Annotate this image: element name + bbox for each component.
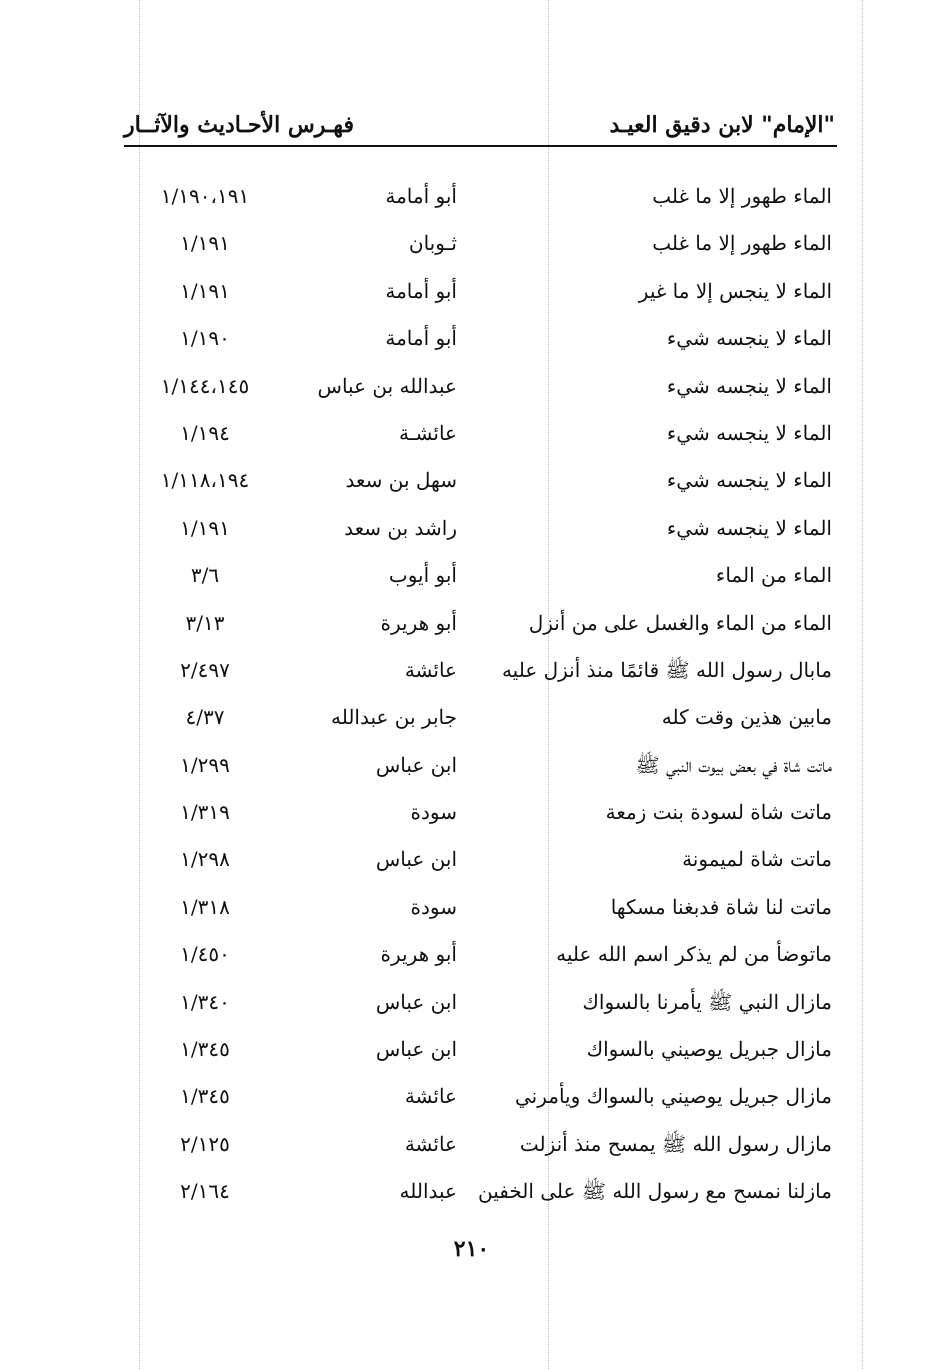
hadith-text: الماء لا ينجسه شيء [666, 326, 832, 351]
hadith-text: مابين هذين وقت كله [661, 705, 832, 730]
reference: ٢/٤٩٧ [180, 657, 230, 682]
hadith-text: ماتوضأ من لم يذكر اسم الله عليه [556, 942, 832, 967]
reference: ٢/١٦٤ [180, 1179, 230, 1204]
narrator: أبو أمامة [385, 278, 457, 303]
index-entry [0, 743, 943, 790]
narrator: جابر بن عبدالله [330, 705, 457, 730]
hadith-text: الماء من الماء [715, 563, 832, 588]
index-entry [0, 980, 943, 1027]
index-entry [0, 932, 943, 979]
index-entry [0, 648, 943, 695]
index-entry [0, 1169, 943, 1216]
running-header [124, 104, 835, 148]
reference: ١/٣٤٥ [180, 1084, 230, 1109]
narrator: راشد بن سعد [344, 515, 457, 540]
hadith-text: مازلنا نمسح مع رسول الله ﷺ على الخفين [477, 1179, 832, 1204]
section-title: فهـرس الأحـاديث والآثــار [124, 112, 354, 138]
index-entry [0, 1074, 943, 1121]
reference: ١/٢٩٩ [180, 752, 230, 777]
index-entry [0, 885, 943, 932]
hadith-text: مازال النبي ﷺ يأمرنا بالسواك [582, 989, 832, 1014]
hadith-text: مابال رسول الله ﷺ قائمًا منذ أنزل عليه [501, 657, 832, 682]
narrator: ابن عباس [375, 1037, 457, 1062]
reference: ١/٣٤٠ [180, 989, 230, 1014]
narrator: ابن عباس [375, 847, 457, 872]
reference: ٣/٦ [190, 563, 220, 588]
reference: ١/١٩٠،١٩١ [160, 184, 250, 208]
index-entry [0, 553, 943, 600]
index-entry [0, 221, 943, 268]
hadith-text: الماء طهور إلا ما غلب [652, 231, 832, 256]
narrator: أبو هريرة [380, 942, 457, 967]
reference: ١/٣٤٥ [180, 1037, 230, 1062]
reference: ١/٣١٨ [180, 894, 230, 919]
narrator: أبو هريرة [380, 610, 457, 635]
narrator: عبدالله بن عباس [317, 373, 457, 398]
hadith-text: الماء لا ينجسه شيء [666, 468, 832, 493]
narrator: سودة [410, 894, 457, 919]
hadith-text: الماء طهور إلا ما غلب [652, 184, 832, 208]
hadith-text: ماتت شاة لميمونة [682, 847, 832, 872]
index-entry [0, 316, 943, 363]
index-list [0, 174, 943, 1217]
reference: ٢/١٢٥ [180, 1131, 230, 1156]
index-entry [0, 506, 943, 553]
reference: ٣/١٣ [185, 610, 225, 635]
narrator: سهل بن سعد [345, 468, 457, 493]
hadith-text: الماء من الماء والغسل على من أنزل [528, 610, 832, 635]
index-entry [0, 837, 943, 884]
hadith-text: ماتت شاة في بعض بيوت النبي ﷺ [635, 752, 832, 777]
narrator: عائشة [404, 657, 457, 682]
hadith-text: مازال رسول الله ﷺ يمسح منذ أنزلت [519, 1131, 832, 1156]
reference: ١/١٩١ [180, 278, 230, 303]
index-entry [0, 1027, 943, 1074]
index-entry [0, 364, 943, 411]
hadith-text: مازال جبريل يوصيني بالسواك ويأمرني [514, 1084, 832, 1109]
narrator: سودة [410, 800, 457, 825]
hadith-text: الماء لا ينجسه شيء [666, 515, 832, 540]
reference: ١/١٩١ [180, 231, 230, 256]
hadith-text: مازال جبريل يوصيني بالسواك [586, 1037, 832, 1062]
book-title: "الإمام" لابن دقيق العيـد [609, 112, 835, 138]
reference: ١/١٩١ [180, 515, 230, 540]
reference: ١/١٩٠ [180, 326, 230, 351]
index-entry [0, 1122, 943, 1169]
index-entry [0, 458, 943, 505]
hadith-text: الماء لا ينجسه شيء [666, 420, 832, 445]
narrator: أبو أمامة [385, 326, 457, 351]
index-entry [0, 269, 943, 316]
reference: ١/١٩٤ [180, 420, 230, 445]
narrator: أبو أيوب [388, 563, 457, 588]
narrator: عائشة [404, 1084, 457, 1109]
narrator: عبدالله [399, 1179, 457, 1204]
hadith-text: ماتت لنا شاة فدبغنا مسكها [610, 894, 832, 919]
hadith-text: ماتت شاة لسودة بنت زمعة [605, 800, 832, 825]
narrator: عائشـة [398, 420, 457, 445]
reference: ١/٢٩٨ [180, 847, 230, 872]
narrator: ثـوبان [408, 231, 457, 256]
reference: ١/٣١٩ [180, 800, 230, 825]
reference: ١/١٤٤،١٤٥ [160, 373, 250, 398]
narrator: ابن عباس [375, 989, 457, 1014]
hadith-text: الماء لا ينجس إلا ما غير [638, 278, 832, 303]
narrator: أبو أمامة [385, 184, 457, 208]
header-rule [124, 145, 837, 147]
reference: ٤/٣٧ [185, 705, 225, 730]
hadith-text: الماء لا ينجسه شيء [666, 373, 832, 398]
index-entry [0, 695, 943, 742]
index-entry [0, 174, 943, 221]
index-entry [0, 411, 943, 458]
page-number: ٢١٠ [453, 1236, 490, 1262]
reference: ١/٤٥٠ [180, 942, 230, 967]
index-entry [0, 601, 943, 648]
reference: ١/١١٨،١٩٤ [160, 468, 250, 493]
index-entry [0, 790, 943, 837]
narrator: عائشة [404, 1131, 457, 1156]
narrator: ابن عباس [375, 752, 457, 777]
